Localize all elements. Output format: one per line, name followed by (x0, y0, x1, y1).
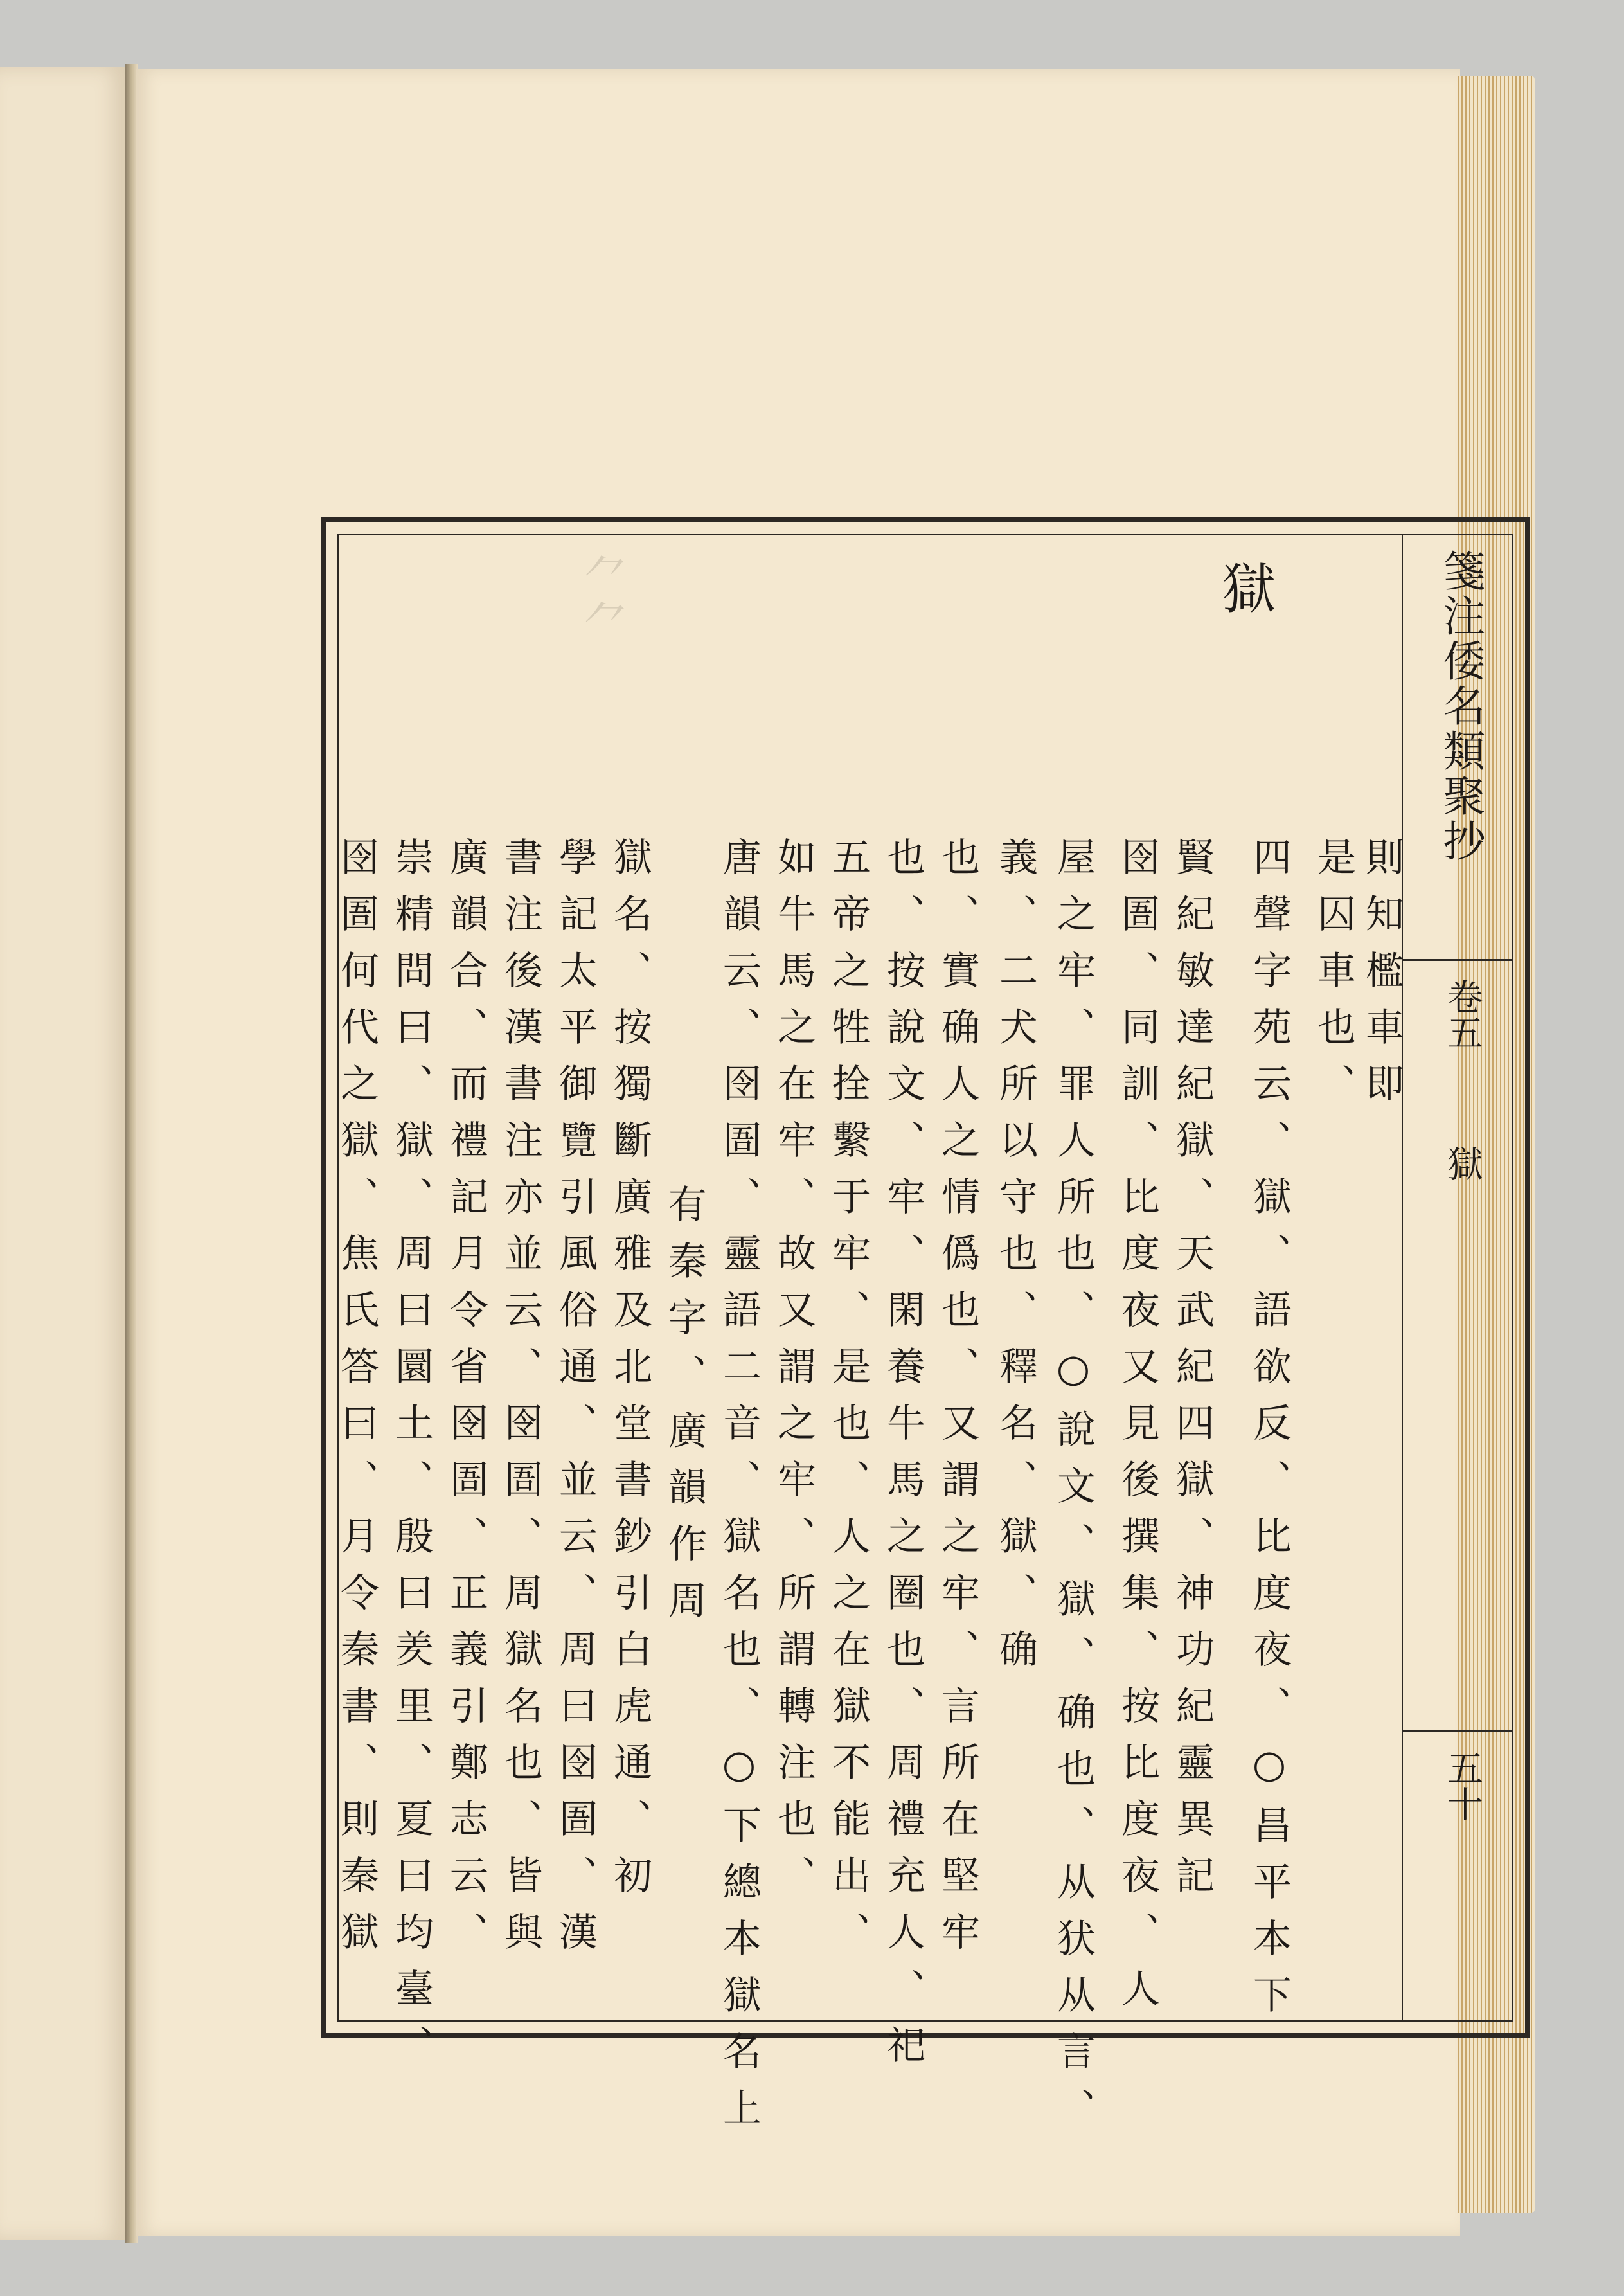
text-column: 囹圄何代之獄、焦氏答曰、月令秦書、則秦獄 (334, 837, 379, 1968)
volume-label: 卷五 (1441, 978, 1483, 1050)
text-column: 也、實确人之情僞也、又謂之牢、言所在堅牢 (935, 837, 980, 1968)
text-column: 有秦字、廣韻作周 (662, 1184, 707, 1637)
text-column: 廣韻合、而禮記月令省囹圄、正義引鄭志云、 (443, 837, 488, 1968)
text-column: 崇精問曰、獄、周曰圜土、殷曰羑里、夏曰均臺、 (389, 837, 434, 2081)
text-column: 五帝之牲拴繫于牢、是也、人之在獄不能出、 (826, 837, 871, 1968)
section-label: 獄 (1441, 1145, 1483, 1181)
text-column: 獄名、按獨斷廣雅及北堂書鈔引白虎通、初 (607, 837, 652, 1912)
text-column: 囹圄、同訓、比度夜又見後撰集、按比度夜、人 (1115, 837, 1160, 2025)
inner-border (334, 534, 1513, 2144)
page-number: 五十 (1441, 1750, 1483, 1822)
facing-page (0, 67, 127, 2240)
text-column: 屋之牢、罪人所也、○說文、獄、确也、从犾从言、 (1051, 837, 1096, 2144)
text-column: 是囚車也、 (1311, 837, 1356, 1120)
text-column: 則知檻車即 (1359, 837, 1404, 1120)
text-column: 賢紀敏達紀獄、天武紀四獄、神功紀靈異記 (1170, 837, 1215, 1912)
text-column: 唐韻云、囹圄、靈語二音、獄名也、○下總本獄名上 (717, 837, 762, 2144)
text-column: 書注後漢書注亦並云、囹圄、周獄名也、皆與 (498, 837, 543, 1968)
text-column: 如牛馬之在牢、故又謂之牢、所謂轉注也、 (771, 837, 816, 1912)
margin-divider (1403, 959, 1512, 961)
text-column: 也、按說文、牢、閑養牛馬之圈也、周禮充人、祀 (880, 837, 925, 2081)
text-column: 義、二犬所以守也、釋名、獄、确 (993, 837, 1038, 1685)
text-column: 學記太平御覽引風俗通、並云、周曰囹圄、漢 (553, 837, 598, 1968)
margin-column (1402, 535, 1512, 2020)
book-title: 箋注倭名類聚抄 (1436, 549, 1485, 864)
text-frame (321, 517, 1530, 2144)
entry-heading: 獄 (1213, 561, 1276, 614)
margin-divider-lower (1403, 1730, 1512, 1732)
text-column: 四聲字苑云、獄、語欲反、比度夜、○昌平本下 (1247, 837, 1292, 2031)
show-through-mark: ⺈⺈ (575, 553, 629, 645)
